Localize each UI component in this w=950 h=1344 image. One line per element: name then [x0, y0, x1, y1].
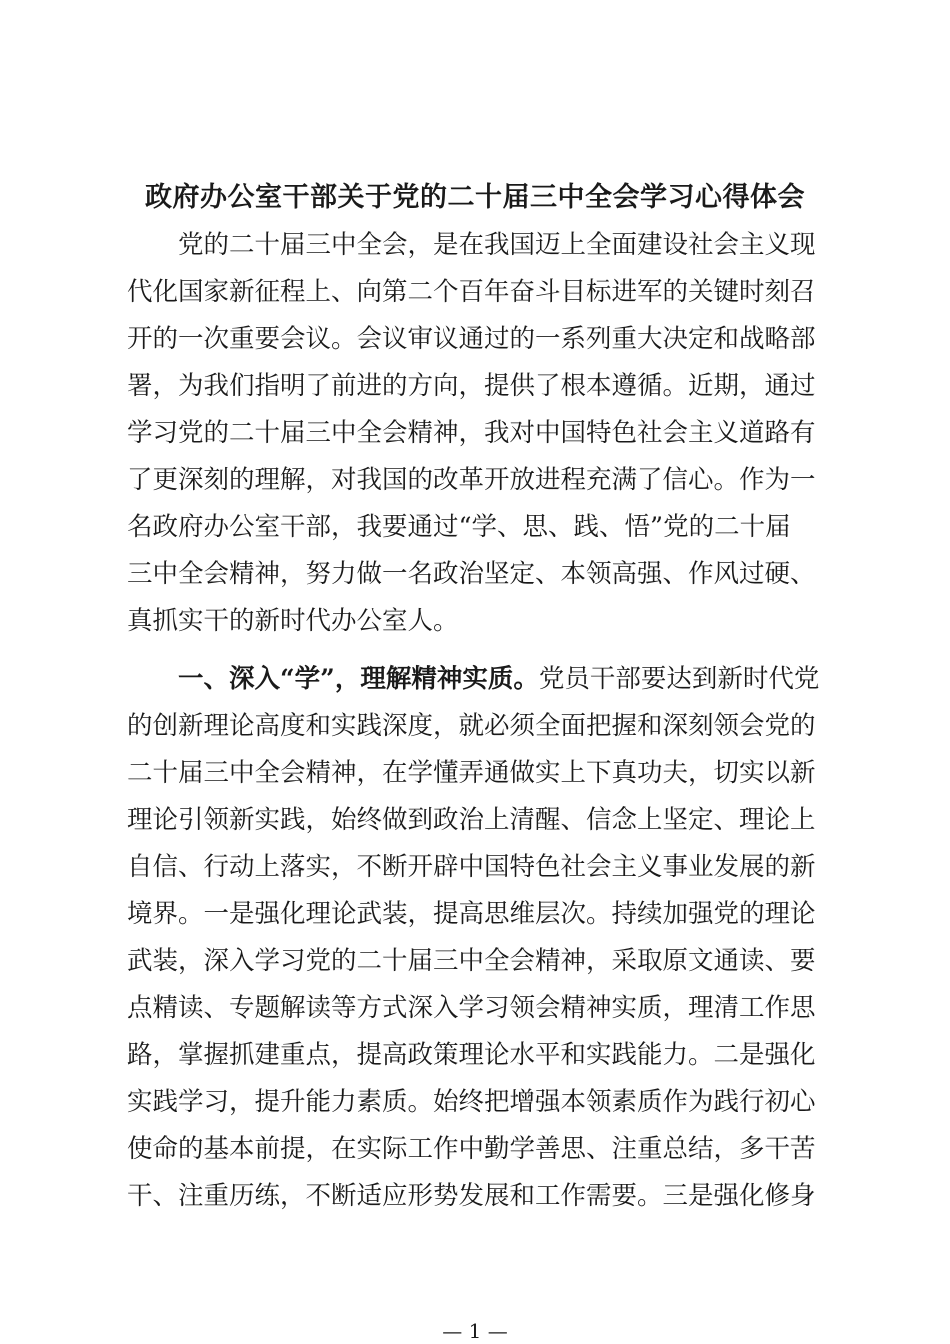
paragraph-line: 的创新理论高度和实践深度，就必须全面把握和深刻领会党的: [127, 711, 816, 741]
page-number: — 1 —: [442, 1319, 508, 1343]
paragraph-line: 三中全会精神，努力做一名政治坚定、本领高强、作风过硬、: [127, 559, 816, 589]
paragraph-line: 学习党的二十届三中全会精神，我对中国特色社会主义道路有: [127, 418, 816, 448]
paragraph-line: 使命的基本前提，在实际工作中勤学善思、注重总结，多干苦: [127, 1134, 816, 1164]
paragraph-line: 点精读、专题解读等方式深入学习领会精神实质，理清工作思: [127, 993, 816, 1023]
paragraph-line: 真抓实干的新时代办公室人。: [127, 606, 459, 636]
paragraph-line: 代化国家新征程上、向第二个百年奋斗目标进军的关键时刻召: [127, 277, 816, 307]
paragraph-line: 二十届三中全会精神，在学懂弄通做实上下真功夫，切实以新: [127, 758, 816, 788]
paragraph-line: 自信、行动上落实，不断开辟中国特色社会主义事业发展的新: [127, 852, 816, 882]
paragraph-line: 党的二十届三中全会，是在我国迈上全面建设社会主义现: [178, 230, 816, 260]
section-heading: 一、深入“学”，理解精神实质。: [178, 664, 539, 694]
paragraph-line: 开的一次重要会议。会议审议通过的一系列重大决定和战略部: [127, 324, 816, 354]
paragraph-line: 实践学习，提升能力素质。始终把增强本领素质作为践行初心: [127, 1087, 816, 1117]
paragraph-line: 干、注重历练，不断适应形势发展和工作需要。三是强化修身: [127, 1181, 816, 1211]
paragraph-line: 理论引领新实践，始终做到政治上清醒、信念上坚定、理论上: [127, 805, 816, 835]
paragraph-line: 名政府办公室干部，我要通过“学、思、践、悟”党的二十届: [127, 512, 791, 542]
section-heading-continuation: 党员干部要达到新时代党: [538, 664, 820, 694]
section-heading-line: [127, 656, 827, 703]
paragraph-line: 路，掌握抓建重点，提高政策理论水平和实践能力。二是强化: [127, 1040, 816, 1070]
document-body: [127, 222, 827, 1220]
paragraph-line: 了更深刻的理解，对我国的改革开放进程充满了信心。作为一: [127, 465, 816, 495]
paragraph-line: 署，为我们指明了前进的方向，提供了根本遵循。近期，通过: [127, 371, 816, 401]
paragraph-line: 境界。一是强化理论武装，提高思维层次。持续加强党的理论: [127, 899, 816, 929]
paragraph-line: 武装，深入学习党的二十届三中全会精神，采取原文通读、要: [127, 946, 816, 976]
document-title: 政府办公室干部关于党的二十届三中全会学习心得体会: [145, 182, 805, 213]
